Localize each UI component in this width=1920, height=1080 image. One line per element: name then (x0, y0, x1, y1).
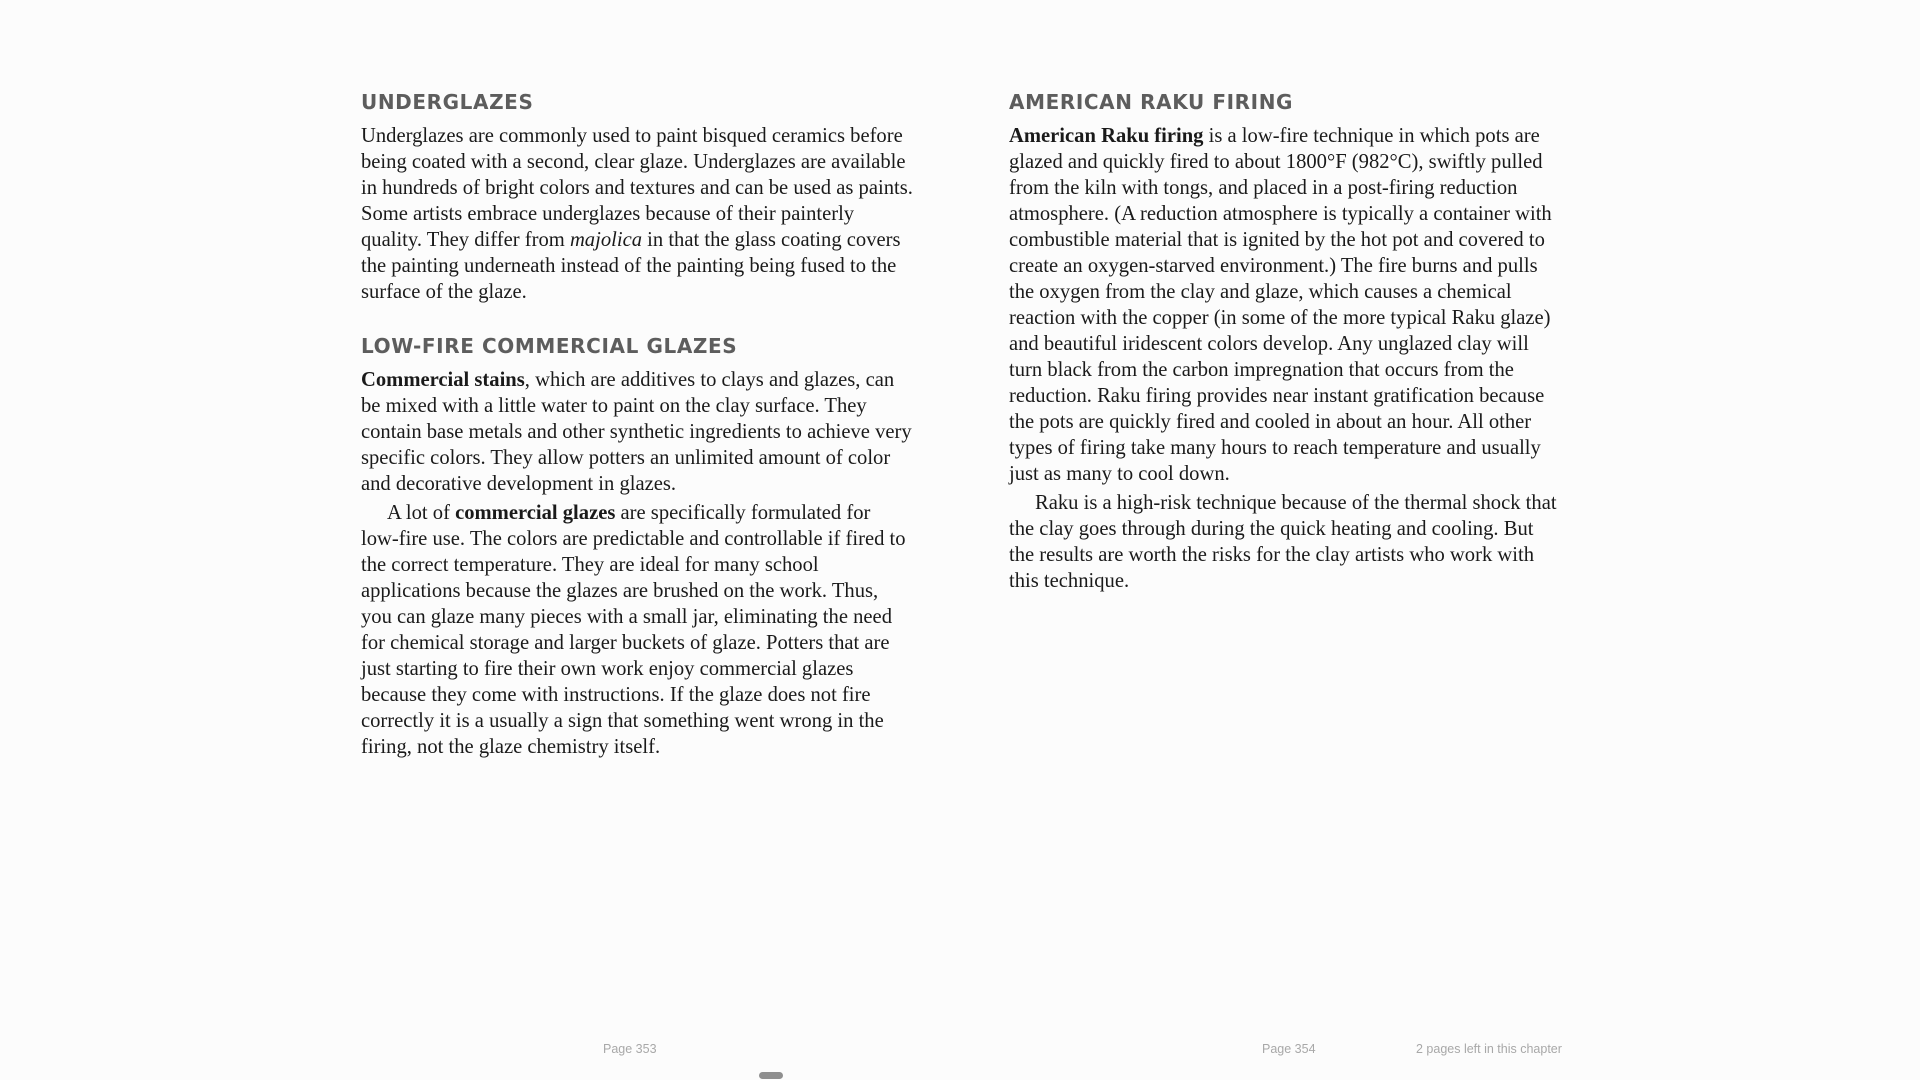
text-run: Raku is a high-risk technique because of the thermal shock that the clay goes through during the quick heating and cooling. But the results are worth the risks for the clay artists who work with this technique. (1009, 492, 1557, 592)
paragraph-commercial-glazes (361, 500, 913, 760)
pages-left-in-chapter: 2 pages left in this chapter (1416, 1042, 1562, 1056)
text-run: , which are additives to clays and glazes, can be mixed with a little water to paint on the clay surface. They contain base metals and other synthetic ingredients to achieve very specific colors. They allow potters an unlimited amount of color and decorative development in glazes. (361, 369, 912, 495)
section-heading-underglazes: UNDERGLAZES (361, 90, 534, 114)
left-page-number: Page 353 (603, 1042, 657, 1056)
text-run: A lot of (387, 502, 456, 524)
paragraph-raku-firing (1009, 123, 1561, 487)
text-run: is a low-fire technique in which pots are glazed and quickly fired to about 1800°F (982°C), swiftly pulled from the kiln with tongs, and placed in a post-firing reduction atmosphere. (A reduction atmosphere is typically a container with combustible material that is ignited by the hot pot and covered to create an oxygen-starved environment.) The fire burns and pulls the oxygen from the clay and glaze, which causes a chemical reaction with the copper (in some of the more typical Raku glaze) and beautiful iridescent colors develop. Any unglazed clay will turn black from the carbon impregnation that occurs from the reduction. Raku firing provides near instant gratification because the pots are quickly fired and cooled in about an hour. All other types of firing take many hours to reach temperature and usually just as many to cool down. (1009, 125, 1552, 485)
paragraph-underglazes (361, 123, 913, 305)
right-page-number: Page 354 (1262, 1042, 1316, 1056)
right-page (1009, 88, 1561, 594)
left-page (361, 88, 913, 760)
text-run: in that the glass coating covers the painting underneath instead of the painting being fused to the surface of the glaze. (361, 229, 901, 303)
paragraph-commercial-stains (361, 367, 913, 497)
section-heading-american-raku-firing: AMERICAN RAKU FIRING (1009, 90, 1294, 114)
section-heading-low-fire-commercial-glazes: LOW-FIRE COMMERCIAL GLAZES (361, 334, 738, 358)
bold-term: American Raku firing (1009, 125, 1204, 147)
bold-term: Commercial stains (361, 369, 525, 391)
text-run: Underglazes are commonly used to paint bisqued ceramics before being coated with a second, clear glaze. Underglazes are available in hundreds of bright colors and textures and can be used as paints. Some artists embrace underglazes because of their painterly quality. They differ from (361, 125, 913, 251)
page-scrubber-handle[interactable] (759, 1072, 783, 1079)
italic-term: majolica (569, 229, 643, 251)
text-run: are specifically formulated for low-fire use. The colors are predictable and controllable if fired to the correct temperature. They are ideal for many school applications because the glazes are brushed on the work. Thus, you can glaze many pieces with a small jar, eliminating the need for chemical storage and larger buckets of glaze. Potters that are just starting to fire their own work enjoy commercial glazes because they come with instructions. If the glaze does not fire correctly it is a usually a sign that something went wrong in the firing, not the glaze chemistry itself. (361, 502, 906, 758)
paragraph-raku-risk (1009, 490, 1561, 594)
bold-term: commercial glazes (455, 502, 616, 524)
